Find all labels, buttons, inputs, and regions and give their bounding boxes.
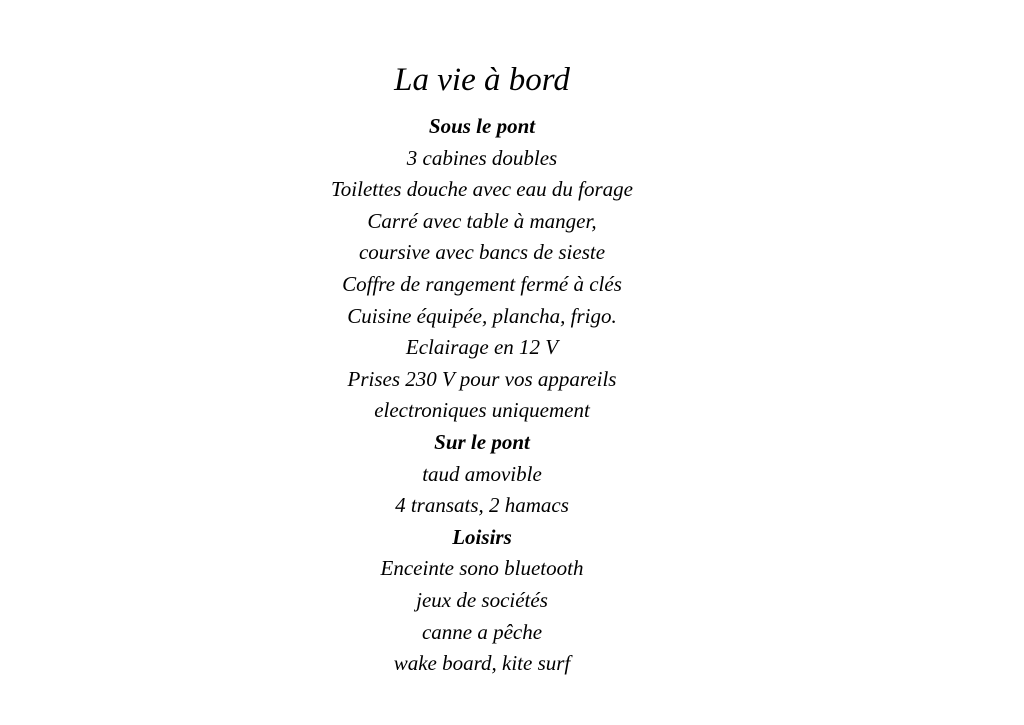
list-item: Prises 230 V pour vos appareils xyxy=(347,366,617,391)
list-item: taud amovible xyxy=(422,461,542,486)
list-item: jeux de sociétés xyxy=(416,587,548,612)
amenities-list xyxy=(0,111,964,680)
section-heading: Loisirs xyxy=(452,524,512,549)
list-item: Enceinte sono bluetooth xyxy=(380,556,584,581)
section-heading: Sous le pont xyxy=(428,114,536,138)
list-item: coursive avec bancs de sieste xyxy=(358,240,606,265)
section-loisirs xyxy=(0,522,964,680)
list-item: Eclairage en 12 V xyxy=(405,335,559,360)
section-heading: Sur le pont xyxy=(434,429,530,454)
list-item: canne a pêche xyxy=(421,619,543,644)
list-item: Coffre de rangement fermé à clés xyxy=(342,271,622,296)
page-title: La vie à bord xyxy=(394,62,570,99)
list-item: Toilettes douche avec eau du forage xyxy=(331,177,633,202)
section-sous-le-pont xyxy=(0,111,964,427)
list-item: 3 cabines doubles xyxy=(406,145,558,170)
list-item: wake board, kite surf xyxy=(393,651,571,676)
list-item: Cuisine équipée, plancha, frigo. xyxy=(347,303,617,328)
list-item: 4 transats, 2 hamacs xyxy=(395,493,569,518)
list-item: electroniques uniquement xyxy=(374,398,590,423)
list-item: Carré avec table à manger, xyxy=(367,208,597,233)
section-sur-le-pont xyxy=(0,427,964,522)
